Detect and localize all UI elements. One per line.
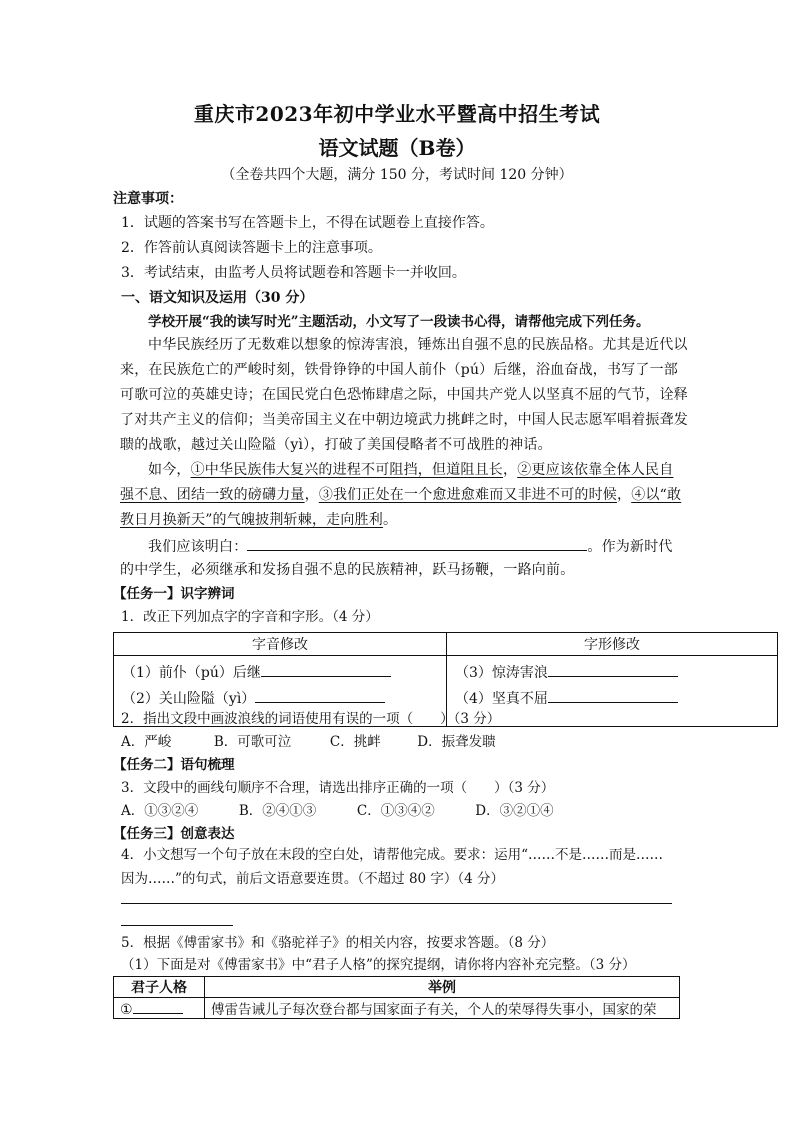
passage-text: 聩的战歌，越过关山险隘（yì），打破了美国侵略者不可战胜的神话。 [120,437,552,453]
exam-subtitle: （全卷共四个大题，满分 150 分，考试时间 120 分钟） [221,167,573,183]
note-item: 3．考试结束，由监考人员将试题卷和答题卡一并收回。 [121,265,466,281]
note-item: 1．试题的答案书写在答题卡上，不得在试题卷上直接作答。 [121,215,494,231]
question-4-line1: 4．小文想写一个句子放在末段的空白处，请帮他完成。要求：运用“……不是……而是…… [121,847,663,863]
passage-line [148,536,673,556]
section1-heading: 一、语文知识及运用（30 分） [121,290,314,306]
option-b[interactable]: B．可歌可泣 [213,734,292,750]
passage-text: ， [617,487,632,503]
option-d[interactable]: D．振聋发聩 [417,734,496,750]
question-5: 5．根据《傅雷家书》和《骆驼祥子》的相关内容，按要求答题。（8 分） [121,935,555,951]
passage-text: 了对共产主义的信仰；当美帝国主义在中朝边境武力挑衅之时，中国人民志愿军唱着振聋发 [120,412,688,428]
question-5-part1: （1）下面是对《傅雷家书》中“君子人格”的探究提纲，请你将内容补充完整。（3 分） [121,957,636,973]
answer-blank[interactable] [247,536,587,551]
passage-line [148,461,673,479]
option-c[interactable]: C．①③④② [356,803,435,819]
list-item: （2）关山险隘（yì） [122,686,438,712]
answer-line[interactable] [121,925,233,926]
passage-text: 中华民族经历了无数难以想象的惊涛害浪，锤炼出自强不息的民族品格。尤其是近代以 [148,337,688,353]
passage-line [120,511,397,529]
answer-blank[interactable] [261,662,391,677]
passage-line [120,411,688,429]
answer-line[interactable] [121,903,672,904]
answer-blank[interactable] [548,662,678,677]
question-2-options [121,733,496,751]
option-c[interactable]: C．挑衅 [329,734,381,750]
notes-heading: 注意事项： [113,191,183,207]
underlined-sentence-4: 教日月换新天”的气魄披荆斩棘，走向胜利 [120,512,383,528]
answer-blank[interactable] [548,688,678,703]
question-2: 2．指出文段中画波浪线的词语使用有误的一项（ ）（3 分） [121,711,501,727]
passage-line [120,561,574,579]
passage-text: 可歌可泣的英雄史诗；在国民党白色恐怖肆虐之际，中国共产党人以坚真不屈的气节，诠释 [120,387,688,403]
underlined-sentence-1: ①中华民族伟大复兴的进程不可阻挡，但道阻且长 [190,462,504,478]
passage-text: ， [304,487,319,503]
answer-blank[interactable] [255,688,385,703]
question-3: 3．文段中的画线句顺序不合理，请选出排序正确的一项（ ）（3 分） [121,780,555,796]
passage-text: 如今， [148,462,191,478]
table-header-pronunciation: 字音修改 [114,633,447,656]
table-header-trait: 君子人格 [114,977,205,998]
note-item: 2．作答前认真阅读答题卡上的注意事项。 [121,240,382,256]
task1-heading: 【任务一】识字辨词 [113,586,235,602]
passage-text: 来，在民族危亡的严峻时刻，铁骨铮铮的中国人前仆（pú）后继，浴血奋战，书写了一部 [120,362,678,378]
underlined-sentence-4: ④以“敢 [631,487,682,503]
passage-text: 我们应该明白： [148,539,248,555]
question-1: 1．改正下列加点字的字音和字形。（4 分） [121,609,379,625]
option-b[interactable]: B．②④①③ [238,803,317,819]
list-item: （3）惊涛害浪 [455,660,769,686]
option-a[interactable]: A．严峻 [121,734,172,750]
passage-text: ， [503,462,518,478]
answer-blank[interactable] [133,999,183,1014]
passage-line [148,336,688,354]
list-item: （4）坚真不屈 [455,686,769,712]
passage-line [120,486,681,504]
passage-text: 的中学生，必须继承和发扬自强不息的民族精神，跃马扬鞭，一路向前。 [120,562,575,578]
table-header-example: 举例 [205,977,680,998]
table-cell-trait: ① [114,998,205,1019]
passage-line [120,386,688,404]
underlined-sentence-3: ③我们正处在一个愈进愈难而又非进不可的时候 [318,487,618,503]
passage-text: 。 [382,512,398,528]
option-a[interactable]: A．①③②④ [121,803,199,819]
underlined-sentence-2: 强不息、团结一致的磅礴力量 [120,487,305,503]
task2-heading: 【任务二】语句梳理 [113,757,235,773]
question-5-table [113,976,680,1019]
passage-line [120,436,552,454]
list-item: （1）前仆（pú）后继 [122,660,438,686]
exam-subject-title: 语文试题（B卷） [318,136,476,160]
question-4-line2: 因为……”的句式，前后文语意要连贯。（不超过 80 字）（4 分） [121,871,505,887]
option-d[interactable]: D．③②①④ [475,803,554,819]
passage-text: 。作为新时代 [587,539,673,555]
exam-title: 重庆市2023年初中学业水平暨高中招生考试 [193,102,601,126]
table-header-character: 字形修改 [447,633,778,656]
task3-heading: 【任务三】创意表达 [113,826,235,842]
passage-line [120,361,678,379]
section1-intro: 学校开展“我的读写时光”主题活动，小文写了一段读书心得，请帮他完成下列任务。 [148,314,650,330]
underlined-sentence-2: ②更应该依靠全体人民自 [517,462,674,478]
table-cell-example: 傅雷告诫儿子每次登台都与国家面子有关，个人的荣辱得失事小，国家的荣 [205,998,680,1019]
question-3-options [121,802,554,820]
